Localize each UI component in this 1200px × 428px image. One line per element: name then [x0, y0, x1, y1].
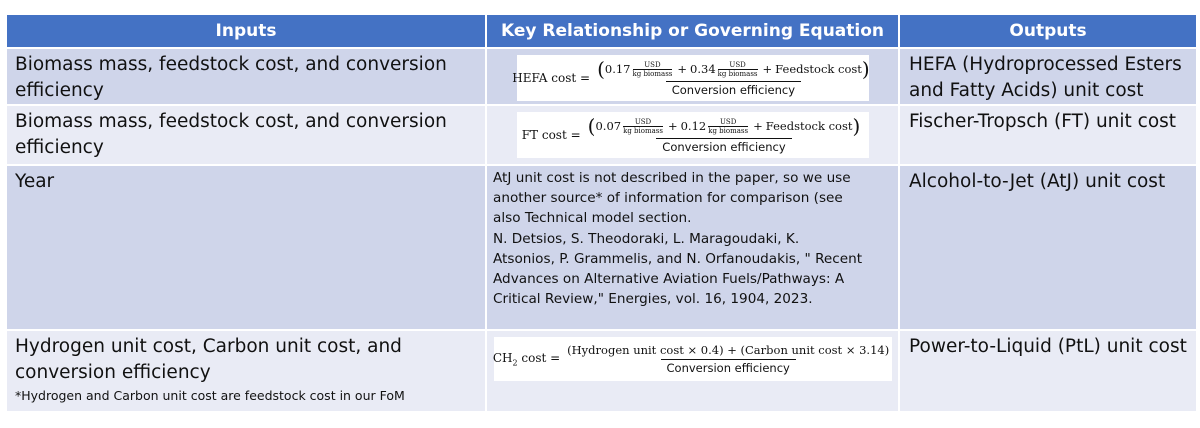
unit-fraction: $\frac{\text{USD}}{\text{kg biomass}}$ [632, 60, 673, 78]
input-cell [6, 105, 486, 165]
summary-table [5, 13, 1198, 413]
input-cell [6, 48, 486, 105]
input-text: Year [15, 171, 55, 192]
ft-equation [517, 112, 869, 158]
output-cell [899, 48, 1197, 105]
ptl-equation [494, 337, 892, 381]
input-text: Hydrogen unit cost, Carbon unit cost, and conversion efficiency [15, 336, 402, 383]
equation-numerator: ( 0.17 $\frac{\text{USD}}{\text{kg biomass}}$ + 0.34 $\frac{\text{USD}}{\text{kg biomass}}$ + Feedstock cost ) [597, 57, 870, 81]
equation-denominator: Conversion efficiency [656, 138, 791, 154]
table-row [6, 165, 1197, 330]
input-cell [6, 165, 486, 330]
equation-denominator: Conversion efficiency [666, 81, 801, 97]
unit-fraction: $\frac{\text{USD}}{\text{kg biomass}}$ [623, 117, 663, 135]
equation-denominator: Conversion efficiency [661, 359, 796, 375]
footnote: *Hydrogen and Carbon unit cost are feedstock cost in our FoM [15, 388, 405, 403]
equation-numerator: ( 0.07 $\frac{\text{USD}}{\text{kg biomass}}$ + 0.12 $\frac{\text{USD}}{\text{kg biomass}}$ + Feedstock cost ) [587, 114, 861, 138]
table-row [6, 330, 1197, 412]
output-text: Alcohol-to-Jet (AtJ) unit cost [909, 171, 1166, 192]
header-relationship: Key Relationship or Governing Equation [486, 14, 899, 48]
equation-cell [486, 105, 899, 165]
header-inputs: Inputs [6, 14, 486, 48]
unit-fraction: $\frac{\text{USD}}{\text{kg biomass}}$ [708, 117, 749, 135]
equation-lhs: FT cost = [521, 128, 581, 142]
equation-fraction [594, 59, 873, 97]
unit-fraction: $\frac{\text{USD}}{\text{kg biomass}}$ [717, 60, 758, 78]
equation-cell [486, 48, 899, 105]
equation-fraction [564, 343, 892, 375]
output-cell [899, 165, 1197, 330]
table-row [6, 105, 1197, 165]
equation-numerator: (Hydrogen unit cost × 0.4) + (Carbon unit cost × 3.14) [567, 343, 890, 357]
output-text: Power-to-Liquid (PtL) unit cost [909, 336, 1187, 357]
equation-cell [486, 330, 899, 412]
equation-lhs: HEFA cost = [512, 71, 591, 85]
header-row [6, 14, 1197, 48]
output-text: Fischer-Tropsch (FT) unit cost [909, 111, 1177, 132]
output-cell [899, 105, 1197, 165]
atj-description: AtJ unit cost is not described in the paper, so we use another source* of information for comparison (see also Technical model section. N. Detsios, S. Theodoraki, L. Maragoudaki, K. Atsonios, P. Grammelis, and N. Orfanoudakis, " Recent Advances on Alternative Aviation Fuels/Pathways: A Critical Review," Energies, vol. 16, 1904, 2023. [493, 170, 863, 308]
input-text: Biomass mass, feedstock cost, and conversion efficiency [15, 111, 447, 158]
equation-lhs: $CH_2$ cost = [492, 350, 561, 368]
input-cell [6, 330, 486, 412]
equation-fraction [585, 116, 864, 154]
input-text: Biomass mass, feedstock cost, and conversion efficiency [15, 54, 447, 101]
output-cell [899, 330, 1197, 412]
description-cell [486, 165, 899, 330]
header-outputs: Outputs [899, 14, 1197, 48]
hefa-equation [512, 55, 870, 101]
output-text: HEFA (Hydroprocessed Esters and Fatty Acids) unit cost [909, 54, 1182, 101]
table-row [6, 48, 1197, 105]
